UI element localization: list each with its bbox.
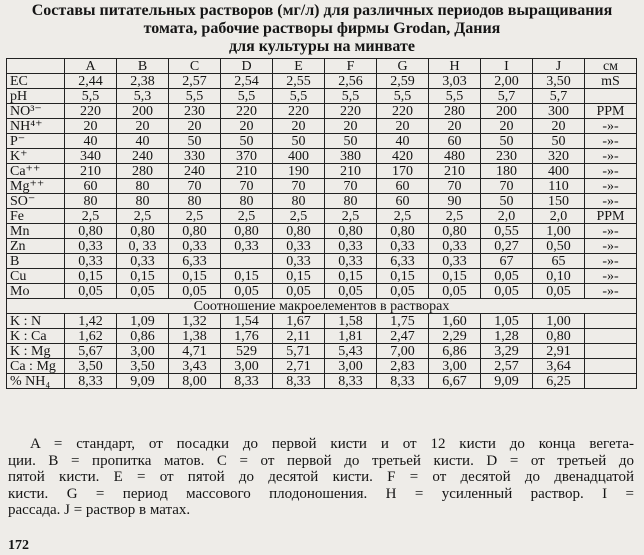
table-cell: 3,50 xyxy=(117,359,169,374)
table-cell: 20 xyxy=(429,119,481,134)
row-label: % NH₄ xyxy=(7,374,65,389)
table-cell xyxy=(221,254,273,269)
table-cell: 5,71 xyxy=(273,344,325,359)
empty-unit-cell xyxy=(585,374,637,389)
table-cell: 8,33 xyxy=(65,374,117,389)
row-label: K⁺ xyxy=(7,149,65,164)
ratio-row xyxy=(7,374,637,389)
table-cell: 0,05 xyxy=(325,284,377,299)
table-cell: 70 xyxy=(429,179,481,194)
table-cell: 210 xyxy=(429,164,481,179)
table-cell: 90 xyxy=(429,194,481,209)
ratio-row xyxy=(7,359,637,374)
table-cell: 4,71 xyxy=(169,344,221,359)
row-label: Cu xyxy=(7,269,65,284)
table-cell: 210 xyxy=(221,164,273,179)
table-cell: 1,28 xyxy=(481,329,533,344)
ratio-row xyxy=(7,344,637,359)
table-cell: 0,33 xyxy=(273,239,325,254)
table-cell: 0,33 xyxy=(377,239,429,254)
table-cell: 20 xyxy=(169,119,221,134)
row-label: Ca⁺⁺ xyxy=(7,164,65,179)
empty-unit-cell xyxy=(585,359,637,374)
table-cell: 65 xyxy=(533,254,585,269)
row-label: pH xyxy=(7,89,65,104)
table-cell: 40 xyxy=(65,134,117,149)
table-cell: 0,80 xyxy=(117,224,169,239)
table-cell: 3,00 xyxy=(221,359,273,374)
caption-line: пятой кисти. E = от пятой до десятой кисти. F = от десятой до двенадцатой xyxy=(8,469,634,485)
table-cell: 1,67 xyxy=(273,314,325,329)
table-row xyxy=(7,74,637,89)
table-cell: 200 xyxy=(117,104,169,119)
table-cell: 0,15 xyxy=(65,269,117,284)
table-cell: 240 xyxy=(117,149,169,164)
empty-unit-cell xyxy=(585,344,637,359)
table-cell: 0,27 xyxy=(481,239,533,254)
column-header: E xyxy=(273,59,325,74)
table-cell: 529 xyxy=(221,344,273,359)
table-cell: 5,5 xyxy=(273,89,325,104)
table-cell: 380 xyxy=(325,149,377,164)
table-row xyxy=(7,239,637,254)
table-cell: 0,55 xyxy=(481,224,533,239)
table-cell: 0,50 xyxy=(533,239,585,254)
table-cell: 0,05 xyxy=(169,284,221,299)
table-cell: 6,33 xyxy=(169,254,221,269)
column-header: D xyxy=(221,59,273,74)
table-cell: 2,5 xyxy=(273,209,325,224)
ratio-heading-row xyxy=(7,299,637,314)
table-cell: 1,60 xyxy=(429,314,481,329)
table-cell: 0,33 xyxy=(221,239,273,254)
column-header xyxy=(7,59,65,74)
unit-cell: -»- xyxy=(585,224,637,239)
row-label: NO³⁻ xyxy=(7,104,65,119)
table-cell: 2,54 xyxy=(221,74,273,89)
table-cell: 0,80 xyxy=(169,224,221,239)
row-label: EC xyxy=(7,74,65,89)
table-cell: 0,33 xyxy=(117,254,169,269)
unit-cell xyxy=(585,89,637,104)
unit-cell: -»- xyxy=(585,269,637,284)
column-header: G xyxy=(377,59,429,74)
table-cell: 220 xyxy=(221,104,273,119)
table-cell: 3,00 xyxy=(117,344,169,359)
table-cell: 0,05 xyxy=(429,284,481,299)
table-cell: 220 xyxy=(65,104,117,119)
table-cell: 20 xyxy=(325,119,377,134)
table-cell: 240 xyxy=(169,164,221,179)
table-cell: 67 xyxy=(481,254,533,269)
table-row xyxy=(7,164,637,179)
table-cell: 20 xyxy=(273,119,325,134)
row-label: Ca : Mg xyxy=(7,359,65,374)
caption-line: A = стандарт, от посадки до первой кисти и от 12 кисти до конца вегета- xyxy=(30,436,634,452)
table-cell: 2,56 xyxy=(325,74,377,89)
ratio-row xyxy=(7,314,637,329)
table-cell: 0,33 xyxy=(65,254,117,269)
row-label: K : Mg xyxy=(7,344,65,359)
table-cell: 0,33 xyxy=(65,239,117,254)
table-cell: 340 xyxy=(65,149,117,164)
table-cell: 330 xyxy=(169,149,221,164)
table-cell: 110 xyxy=(533,179,585,194)
row-label: Mo xyxy=(7,284,65,299)
table-cell: 3,00 xyxy=(325,359,377,374)
table-cell: 0,15 xyxy=(325,269,377,284)
caption-line: ции. B = пропитка матов. C = от первой до третьей кисти. D = от третьей до xyxy=(8,452,634,469)
table-cell: 80 xyxy=(221,194,273,209)
table-row xyxy=(7,179,637,194)
table-cell: 280 xyxy=(117,164,169,179)
table-row xyxy=(7,89,637,104)
caption-line: кисти. G = период массового плодоношения. H = усиленный раствор. I = xyxy=(8,485,634,502)
table-cell: 2,5 xyxy=(221,209,273,224)
table-cell: 230 xyxy=(481,149,533,164)
nutrient-table xyxy=(6,58,637,389)
table-cell: 150 xyxy=(533,194,585,209)
table-cell: 80 xyxy=(117,179,169,194)
table-cell: 5,5 xyxy=(65,89,117,104)
title-line-3: для культуры на минвате xyxy=(229,38,415,55)
table-cell: 8,33 xyxy=(221,374,273,389)
table-row xyxy=(7,269,637,284)
unit-cell: -»- xyxy=(585,284,637,299)
table-cell: 50 xyxy=(325,134,377,149)
table-cell: 2,0 xyxy=(533,209,585,224)
table-cell: 2,11 xyxy=(273,329,325,344)
table-cell: 2,44 xyxy=(65,74,117,89)
table-cell: 1,42 xyxy=(65,314,117,329)
table-cell: 0,33 xyxy=(169,239,221,254)
table-cell: 1,58 xyxy=(325,314,377,329)
table-cell: 2,57 xyxy=(169,74,221,89)
table-cell: 3,43 xyxy=(169,359,221,374)
table-cell: 5,43 xyxy=(325,344,377,359)
table-cell: 1,32 xyxy=(169,314,221,329)
table-cell: 3,64 xyxy=(533,359,585,374)
table-cell: 50 xyxy=(221,134,273,149)
table-cell: 0,33 xyxy=(325,239,377,254)
table-cell: 40 xyxy=(117,134,169,149)
table-cell: 420 xyxy=(377,149,429,164)
table-cell: 0,10 xyxy=(533,269,585,284)
table-cell: 2,29 xyxy=(429,329,481,344)
table-cell: 40 xyxy=(377,134,429,149)
table-cell: 80 xyxy=(65,194,117,209)
table-cell: 6,33 xyxy=(377,254,429,269)
table-cell: 210 xyxy=(65,164,117,179)
table-cell: 320 xyxy=(533,149,585,164)
unit-cell: -»- xyxy=(585,164,637,179)
table-cell: 2,71 xyxy=(273,359,325,374)
table-cell: 60 xyxy=(65,179,117,194)
table-row xyxy=(7,284,637,299)
unit-cell: -»- xyxy=(585,194,637,209)
table-cell: 180 xyxy=(481,164,533,179)
row-label: Fe xyxy=(7,209,65,224)
table-cell: 8,33 xyxy=(273,374,325,389)
row-label: Mn xyxy=(7,224,65,239)
title-line-2: томата, рабочие растворы фирмы Grodan, Дания xyxy=(143,20,501,37)
table-cell: 70 xyxy=(169,179,221,194)
row-label: K : Ca xyxy=(7,329,65,344)
table-cell: 9,09 xyxy=(481,374,533,389)
table-cell: 20 xyxy=(117,119,169,134)
table-cell: 0,80 xyxy=(65,224,117,239)
row-label: NH⁴⁺ xyxy=(7,119,65,134)
table-cell: 220 xyxy=(325,104,377,119)
table-cell: 0,33 xyxy=(273,254,325,269)
unit-cell: PPM xyxy=(585,104,637,119)
table-cell: 0,80 xyxy=(429,224,481,239)
table-cell: 2,59 xyxy=(377,74,429,89)
table-cell: 2,5 xyxy=(325,209,377,224)
table-cell: 210 xyxy=(325,164,377,179)
table-cell: 5,5 xyxy=(221,89,273,104)
empty-unit-cell xyxy=(585,329,637,344)
table-cell: 2,91 xyxy=(533,344,585,359)
table-cell: 300 xyxy=(533,104,585,119)
table-cell: 70 xyxy=(481,179,533,194)
row-label: P⁻ xyxy=(7,134,65,149)
table-cell: 20 xyxy=(377,119,429,134)
table-cell: 50 xyxy=(481,134,533,149)
unit-cell: -»- xyxy=(585,179,637,194)
table-cell: 0,33 xyxy=(325,254,377,269)
table-row xyxy=(7,104,637,119)
unit-cell: -»- xyxy=(585,119,637,134)
table-cell: 370 xyxy=(221,149,273,164)
table-title xyxy=(6,2,638,56)
table-cell: 230 xyxy=(169,104,221,119)
table-cell: 0,86 xyxy=(117,329,169,344)
table-cell: 400 xyxy=(533,164,585,179)
table-cell: 170 xyxy=(377,164,429,179)
table-cell: 5,5 xyxy=(169,89,221,104)
row-label: SO⁻ xyxy=(7,194,65,209)
table-cell: 6,67 xyxy=(429,374,481,389)
table-cell: 5,67 xyxy=(65,344,117,359)
table-cell: 60 xyxy=(377,194,429,209)
column-header: C xyxy=(169,59,221,74)
table-cell: 0,80 xyxy=(273,224,325,239)
row-label: B xyxy=(7,254,65,269)
column-header: B xyxy=(117,59,169,74)
column-header: J xyxy=(533,59,585,74)
table-row xyxy=(7,224,637,239)
table-cell: 2,5 xyxy=(65,209,117,224)
row-label: Mg⁺⁺ xyxy=(7,179,65,194)
column-header: I xyxy=(481,59,533,74)
table-cell: 220 xyxy=(273,104,325,119)
row-label: Zn xyxy=(7,239,65,254)
table-row xyxy=(7,254,637,269)
caption-line: рассада. J = раствор в матах. xyxy=(8,502,191,518)
table-cell: 1,09 xyxy=(117,314,169,329)
table-cell: 20 xyxy=(533,119,585,134)
unit-cell: -»- xyxy=(585,239,637,254)
table-cell: 20 xyxy=(481,119,533,134)
table-cell: 70 xyxy=(221,179,273,194)
table-cell: 0,05 xyxy=(533,284,585,299)
ratio-heading: Соотношение макроелементов в растворах xyxy=(7,299,637,314)
table-cell: 0,15 xyxy=(377,269,429,284)
table-cell: 2,83 xyxy=(377,359,429,374)
table-cell: 5,5 xyxy=(429,89,481,104)
table-cell: 2,5 xyxy=(169,209,221,224)
table-cell: 1,62 xyxy=(65,329,117,344)
table-cell: 0,80 xyxy=(325,224,377,239)
table-cell: 0,15 xyxy=(117,269,169,284)
table-body xyxy=(7,74,637,389)
table-row xyxy=(7,149,637,164)
unit-cell: PPM xyxy=(585,209,637,224)
table-cell: 2,0 xyxy=(481,209,533,224)
table-cell: 50 xyxy=(273,134,325,149)
table-cell: 0,05 xyxy=(481,269,533,284)
table-row xyxy=(7,119,637,134)
ratio-row xyxy=(7,329,637,344)
table-cell: 1,05 xyxy=(481,314,533,329)
table-cell: 200 xyxy=(481,104,533,119)
table-cell: 0,05 xyxy=(221,284,273,299)
table-cell: 0,05 xyxy=(117,284,169,299)
table-cell: 2,5 xyxy=(117,209,169,224)
table-cell: 5,5 xyxy=(377,89,429,104)
table-cell: 0,80 xyxy=(221,224,273,239)
table-cell: 1,81 xyxy=(325,329,377,344)
table-cell: 220 xyxy=(377,104,429,119)
table-cell: 1,00 xyxy=(533,314,585,329)
table-cell: 2,57 xyxy=(481,359,533,374)
table-row xyxy=(7,209,637,224)
unit-cell: -»- xyxy=(585,254,637,269)
table-cell: 2,5 xyxy=(377,209,429,224)
table-header xyxy=(7,59,637,74)
table-cell: 0,05 xyxy=(273,284,325,299)
table-cell: 50 xyxy=(481,194,533,209)
table-cell: 2,38 xyxy=(117,74,169,89)
table-cell: 5,3 xyxy=(117,89,169,104)
page-number: 172 xyxy=(8,538,29,553)
table-cell: 7,00 xyxy=(377,344,429,359)
table-row xyxy=(7,134,637,149)
row-label: K : N xyxy=(7,314,65,329)
table-cell: 0,05 xyxy=(377,284,429,299)
table-cell: 0,05 xyxy=(65,284,117,299)
table-cell: 2,47 xyxy=(377,329,429,344)
table-cell: 0,80 xyxy=(377,224,429,239)
column-header: см xyxy=(585,59,637,74)
table-cell: 50 xyxy=(533,134,585,149)
table-cell: 3,03 xyxy=(429,74,481,89)
table-cell: 20 xyxy=(221,119,273,134)
column-header: A xyxy=(65,59,117,74)
table-cell: 6,86 xyxy=(429,344,481,359)
table-cell: 3,29 xyxy=(481,344,533,359)
table-cell: 1,75 xyxy=(377,314,429,329)
table-row xyxy=(7,194,637,209)
table-cell: 0,05 xyxy=(481,284,533,299)
table-cell: 190 xyxy=(273,164,325,179)
table-cell: 5,7 xyxy=(481,89,533,104)
table-cell: 8,33 xyxy=(325,374,377,389)
table-cell: 0,33 xyxy=(429,239,481,254)
table-cell: 8,33 xyxy=(377,374,429,389)
table-cell: 8,00 xyxy=(169,374,221,389)
table-cell: 3,50 xyxy=(65,359,117,374)
table-cell: 70 xyxy=(273,179,325,194)
table-cell: 0,15 xyxy=(169,269,221,284)
table-cell: 0,15 xyxy=(221,269,273,284)
table-cell: 0,15 xyxy=(429,269,481,284)
title-line-1: Составы питательных растворов (мг/л) для различных периодов выращивания xyxy=(31,2,613,19)
table-cell: 6,25 xyxy=(533,374,585,389)
table-cell: 0,15 xyxy=(273,269,325,284)
unit-cell: -»- xyxy=(585,134,637,149)
legend-caption xyxy=(8,436,634,519)
table-cell: 80 xyxy=(325,194,377,209)
table-cell: 5,5 xyxy=(325,89,377,104)
unit-cell: mS xyxy=(585,74,637,89)
table-cell: 3,50 xyxy=(533,74,585,89)
table-cell: 1,00 xyxy=(533,224,585,239)
table-cell: 80 xyxy=(169,194,221,209)
table-cell: 2,55 xyxy=(273,74,325,89)
table-cell: 280 xyxy=(429,104,481,119)
table-cell: 20 xyxy=(65,119,117,134)
table-cell: 400 xyxy=(273,149,325,164)
table-cell: 0, 33 xyxy=(117,239,169,254)
table-cell: 80 xyxy=(273,194,325,209)
unit-cell: -»- xyxy=(585,149,637,164)
table-cell: 1,38 xyxy=(169,329,221,344)
table-cell: 1,54 xyxy=(221,314,273,329)
table-cell: 0,80 xyxy=(533,329,585,344)
table-cell: 5,7 xyxy=(533,89,585,104)
table-cell: 480 xyxy=(429,149,481,164)
table-cell: 50 xyxy=(169,134,221,149)
table-cell: 70 xyxy=(325,179,377,194)
table-cell: 0,33 xyxy=(429,254,481,269)
table-cell: 9,09 xyxy=(117,374,169,389)
empty-unit-cell xyxy=(585,314,637,329)
table-cell: 2,00 xyxy=(481,74,533,89)
header-row xyxy=(7,59,637,74)
column-header: F xyxy=(325,59,377,74)
column-header: H xyxy=(429,59,481,74)
table-cell: 3,00 xyxy=(429,359,481,374)
table-cell: 2,5 xyxy=(429,209,481,224)
table-cell: 1,76 xyxy=(221,329,273,344)
table-cell: 80 xyxy=(117,194,169,209)
table-cell: 60 xyxy=(429,134,481,149)
table-cell: 60 xyxy=(377,179,429,194)
